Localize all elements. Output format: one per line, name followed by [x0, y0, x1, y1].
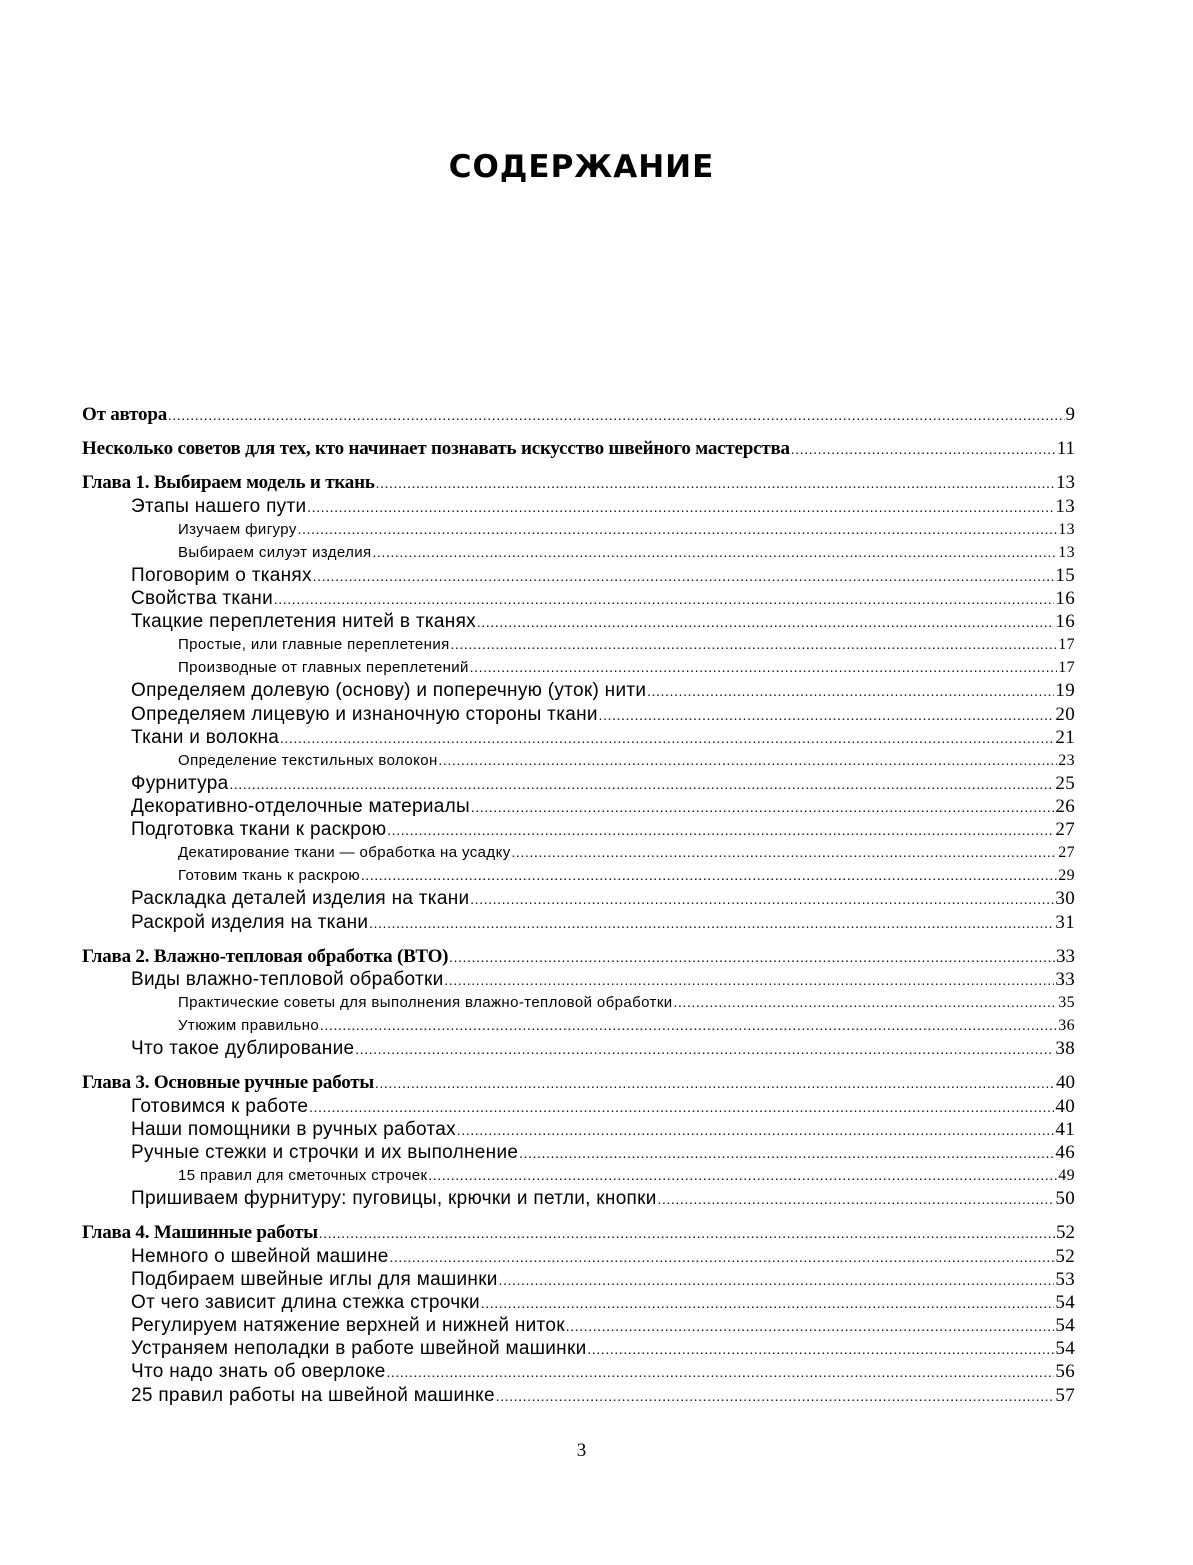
toc-dot-leader	[229, 774, 1054, 797]
toc-entry-page: 31	[1055, 911, 1075, 933]
toc-entry-page: 21	[1055, 726, 1075, 748]
toc-entry-page: 50	[1055, 1188, 1075, 1210]
toc-dot-leader	[307, 497, 1054, 520]
toc-entry-page: 11	[1056, 438, 1075, 460]
toc-entry-title: От чего зависит длина стежка строчки	[131, 1291, 480, 1313]
toc-section-entry	[82, 1360, 1075, 1383]
toc-entry-page: 49	[1058, 1167, 1075, 1185]
toc-entry-title: Утюжим правильно	[178, 1017, 320, 1035]
toc-entry-page: 52	[1055, 1245, 1075, 1267]
toc-entry-page: 23	[1058, 751, 1075, 769]
toc-entry-page: 15	[1055, 564, 1075, 586]
toc-section-entry	[82, 610, 1075, 633]
toc-dot-leader	[588, 1339, 1055, 1362]
toc-subsection-entry	[82, 633, 1075, 656]
toc-entry-title: Поговорим о тканях	[131, 564, 312, 586]
toc-dot-leader	[280, 728, 1054, 751]
toc-section-entry	[82, 1037, 1075, 1060]
toc-entry-page: 52	[1056, 1222, 1075, 1244]
toc-section-entry	[82, 911, 1075, 934]
toc-entry-page: 20	[1055, 703, 1075, 725]
toc-entry-page: 27	[1055, 819, 1075, 841]
toc-section-entry	[82, 1314, 1075, 1337]
toc-entry-title: Виды влажно-тепловой обработки	[131, 969, 444, 990]
toc-dot-leader	[309, 1097, 1054, 1120]
toc-entry-title: Готовим ткань к раскрою	[178, 867, 360, 885]
toc-entry-page: 13	[1058, 520, 1075, 538]
table-of-contents	[82, 403, 1075, 1407]
toc-chapter-entry	[82, 437, 1075, 460]
toc-subsection-entry	[82, 1164, 1075, 1187]
toc-entry-title: Подготовка ткани к раскрою	[131, 819, 387, 841]
toc-entry-title: Подбираем швейные иглы для машинки	[131, 1268, 498, 1290]
toc-entry-title: 25 правил работы на швейной машинке	[131, 1384, 495, 1406]
toc-entry-page: 29	[1058, 867, 1075, 885]
toc-entry-title: Этапы нашего пути	[131, 495, 307, 517]
toc-chapter-entry	[82, 403, 1075, 426]
toc-dot-leader	[477, 612, 1054, 635]
toc-section-entry	[82, 1187, 1075, 1210]
toc-dot-leader	[791, 439, 1056, 462]
toc-entry-page: 27	[1058, 844, 1075, 862]
toc-entry-title: Что такое дублирование	[131, 1038, 355, 1060]
toc-entry-title: Раскрой изделия на ткани	[131, 911, 369, 933]
toc-entry-page: 41	[1055, 1118, 1075, 1140]
toc-section-entry	[82, 1337, 1075, 1360]
toc-dot-leader	[471, 797, 1054, 820]
toc-dot-leader	[168, 405, 1065, 428]
toc-section-entry	[82, 587, 1075, 610]
toc-subsection-entry	[82, 518, 1075, 541]
toc-dot-leader	[658, 1189, 1055, 1212]
toc-dot-leader	[470, 889, 1054, 912]
toc-entry-title: Готовимся к работе	[131, 1095, 309, 1117]
toc-entry-title: Глава 4. Машинные работы	[82, 1222, 318, 1244]
toc-entry-title: Немного о швейной машине	[131, 1245, 389, 1267]
toc-dot-leader	[496, 1386, 1055, 1409]
toc-dot-leader	[519, 1143, 1054, 1166]
toc-entry-title: Выбираем силуэт изделия	[178, 543, 372, 561]
toc-entry-title: Что надо знать об оверлоке	[131, 1361, 386, 1383]
toc-section-entry	[82, 1384, 1075, 1407]
toc-dot-leader	[369, 913, 1054, 936]
toc-section-entry	[82, 679, 1075, 702]
toc-entry-title: Наши помощники в ручных работах	[131, 1118, 456, 1140]
toc-entry-page: 16	[1055, 611, 1075, 633]
toc-dot-leader	[457, 1120, 1054, 1143]
toc-entry-title: Декатирование ткани — обработка на усадку	[178, 844, 511, 862]
toc-dot-leader	[298, 519, 1057, 542]
toc-entry-title: Определение текстильных волокон	[178, 751, 438, 769]
toc-entry-title: Простые, или главные переплетения	[178, 636, 450, 654]
toc-entry-title: Глава 2. Влажно-тепловая обработка (ВТО)	[82, 945, 449, 967]
toc-entry-page: 13	[1056, 472, 1075, 494]
toc-section-entry	[82, 1268, 1075, 1291]
toc-dot-leader	[375, 1073, 1055, 1096]
toc-section-entry	[82, 795, 1075, 818]
toc-entry-page: 38	[1055, 1038, 1075, 1060]
toc-entry-title: Декоративно-отделочные материалы	[131, 796, 470, 818]
toc-entry-page: 54	[1055, 1338, 1075, 1360]
toc-section-entry	[82, 887, 1075, 910]
toc-entry-title: От автора	[82, 404, 167, 425]
toc-dot-leader	[647, 681, 1054, 704]
toc-entry-title: 15 правил для сметочных строчек	[178, 1167, 428, 1185]
toc-section-entry	[82, 1245, 1075, 1268]
toc-entry-title: Изучаем фигуру	[178, 520, 297, 538]
toc-dot-leader	[387, 1362, 1055, 1385]
toc-entry-page: 16	[1055, 587, 1075, 609]
toc-section-entry	[82, 726, 1075, 749]
toc-section-entry	[82, 1141, 1075, 1164]
toc-entry-title: Ткацкие переплетения нитей в тканях	[131, 611, 476, 633]
page-title: СОДЕРЖАНИЕ	[448, 148, 715, 185]
toc-entry-page: 17	[1058, 659, 1075, 677]
toc-dot-leader	[481, 1293, 1054, 1316]
toc-subsection-entry	[82, 991, 1075, 1014]
toc-dot-leader	[387, 820, 1054, 843]
toc-entry-page: 33	[1055, 969, 1075, 990]
toc-dot-leader	[451, 634, 1058, 657]
toc-dot-leader	[599, 705, 1055, 728]
toc-entry-page: 13	[1058, 543, 1075, 561]
toc-section-entry	[82, 564, 1075, 587]
toc-entry-title: Свойства ткани	[131, 587, 274, 609]
toc-dot-leader	[361, 865, 1057, 888]
toc-dot-leader	[313, 566, 1055, 589]
toc-dot-leader	[429, 1165, 1058, 1188]
toc-dot-leader	[355, 1039, 1054, 1062]
toc-dot-leader	[376, 473, 1055, 496]
toc-subsection-entry	[82, 864, 1075, 887]
toc-entry-page: 33	[1056, 945, 1075, 967]
toc-entry-title: Ручные стежки и строчки и их выполнение	[131, 1141, 519, 1163]
toc-entry-title: Ткани и волокна	[131, 726, 280, 748]
toc-entry-page: 57	[1055, 1384, 1075, 1406]
toc-entry-page: 30	[1055, 888, 1075, 910]
toc-entry-title: Пришиваем фурнитуру: пуговицы, крючки и петли, кнопки	[131, 1188, 657, 1210]
toc-entry-page: 54	[1055, 1291, 1075, 1313]
toc-entry-title: Глава 1. Выбираем модель и ткань	[82, 472, 375, 494]
toc-section-entry	[82, 968, 1075, 991]
toc-chapter-entry	[82, 471, 1075, 494]
toc-entry-title: Определяем лицевую и изнаночную стороны ткани	[131, 703, 598, 725]
toc-entry-title: Несколько советов для тех, кто начинает познавать искусство швейного мастерства	[82, 438, 790, 460]
toc-dot-leader	[373, 542, 1058, 565]
toc-entry-page: 40	[1056, 1072, 1075, 1094]
toc-entry-title: Устраняем неполадки в работе швейной машинки	[131, 1338, 587, 1360]
toc-subsection-entry	[82, 841, 1075, 864]
toc-entry-page: 35	[1058, 994, 1075, 1012]
toc-section-entry	[82, 1291, 1075, 1314]
toc-dot-leader	[499, 1270, 1055, 1293]
toc-dot-leader	[674, 992, 1058, 1015]
toc-entry-title: Регулируем натяжение верхней и нижней ниток	[131, 1315, 565, 1337]
toc-dot-leader	[512, 842, 1058, 865]
toc-subsection-entry	[82, 541, 1075, 564]
toc-section-entry	[82, 818, 1075, 841]
toc-dot-leader	[449, 947, 1055, 970]
toc-section-entry	[82, 1095, 1075, 1118]
toc-entry-page: 25	[1055, 772, 1075, 794]
toc-section-entry	[82, 495, 1075, 518]
toc-dot-leader	[445, 970, 1055, 993]
toc-subsection-entry	[82, 1014, 1075, 1037]
page-number: 3	[576, 1440, 587, 1461]
toc-entry-page: 36	[1058, 1017, 1075, 1035]
toc-chapter-entry	[82, 1071, 1075, 1094]
toc-section-entry	[82, 772, 1075, 795]
toc-entry-page: 17	[1058, 636, 1075, 654]
toc-entry-page: 56	[1055, 1361, 1075, 1383]
toc-entry-title: Глава 3. Основные ручные работы	[82, 1072, 375, 1094]
toc-dot-leader	[470, 657, 1057, 680]
toc-dot-leader	[390, 1247, 1055, 1270]
toc-dot-leader	[439, 750, 1058, 773]
toc-entry-page: 19	[1055, 680, 1075, 702]
toc-entry-page: 26	[1055, 796, 1075, 818]
toc-entry-page: 13	[1055, 495, 1075, 517]
toc-chapter-entry	[82, 945, 1075, 968]
toc-section-entry	[82, 1118, 1075, 1141]
toc-dot-leader	[320, 1015, 1057, 1038]
toc-entry-title: Фурнитура	[131, 772, 229, 794]
toc-entry-page: 54	[1055, 1315, 1075, 1337]
toc-dot-leader	[319, 1223, 1055, 1246]
toc-chapter-entry	[82, 1221, 1075, 1244]
toc-entry-title: Раскладка деталей изделия на ткани	[131, 888, 470, 910]
toc-dot-leader	[566, 1316, 1055, 1339]
toc-dot-leader	[274, 589, 1054, 612]
toc-section-entry	[82, 703, 1075, 726]
toc-entry-page: 46	[1055, 1141, 1075, 1163]
toc-entry-page: 40	[1055, 1095, 1075, 1117]
toc-subsection-entry	[82, 749, 1075, 772]
toc-entry-page: 9	[1065, 404, 1075, 425]
toc-entry-page: 53	[1055, 1268, 1075, 1290]
toc-entry-title: Определяем долевую (основу) и поперечную (уток) нити	[131, 680, 647, 702]
toc-entry-title: Производные от главных переплетений	[178, 659, 469, 677]
toc-subsection-entry	[82, 656, 1075, 679]
toc-entry-title: Практические советы для выполнения влажно-тепловой обработки	[178, 994, 673, 1012]
